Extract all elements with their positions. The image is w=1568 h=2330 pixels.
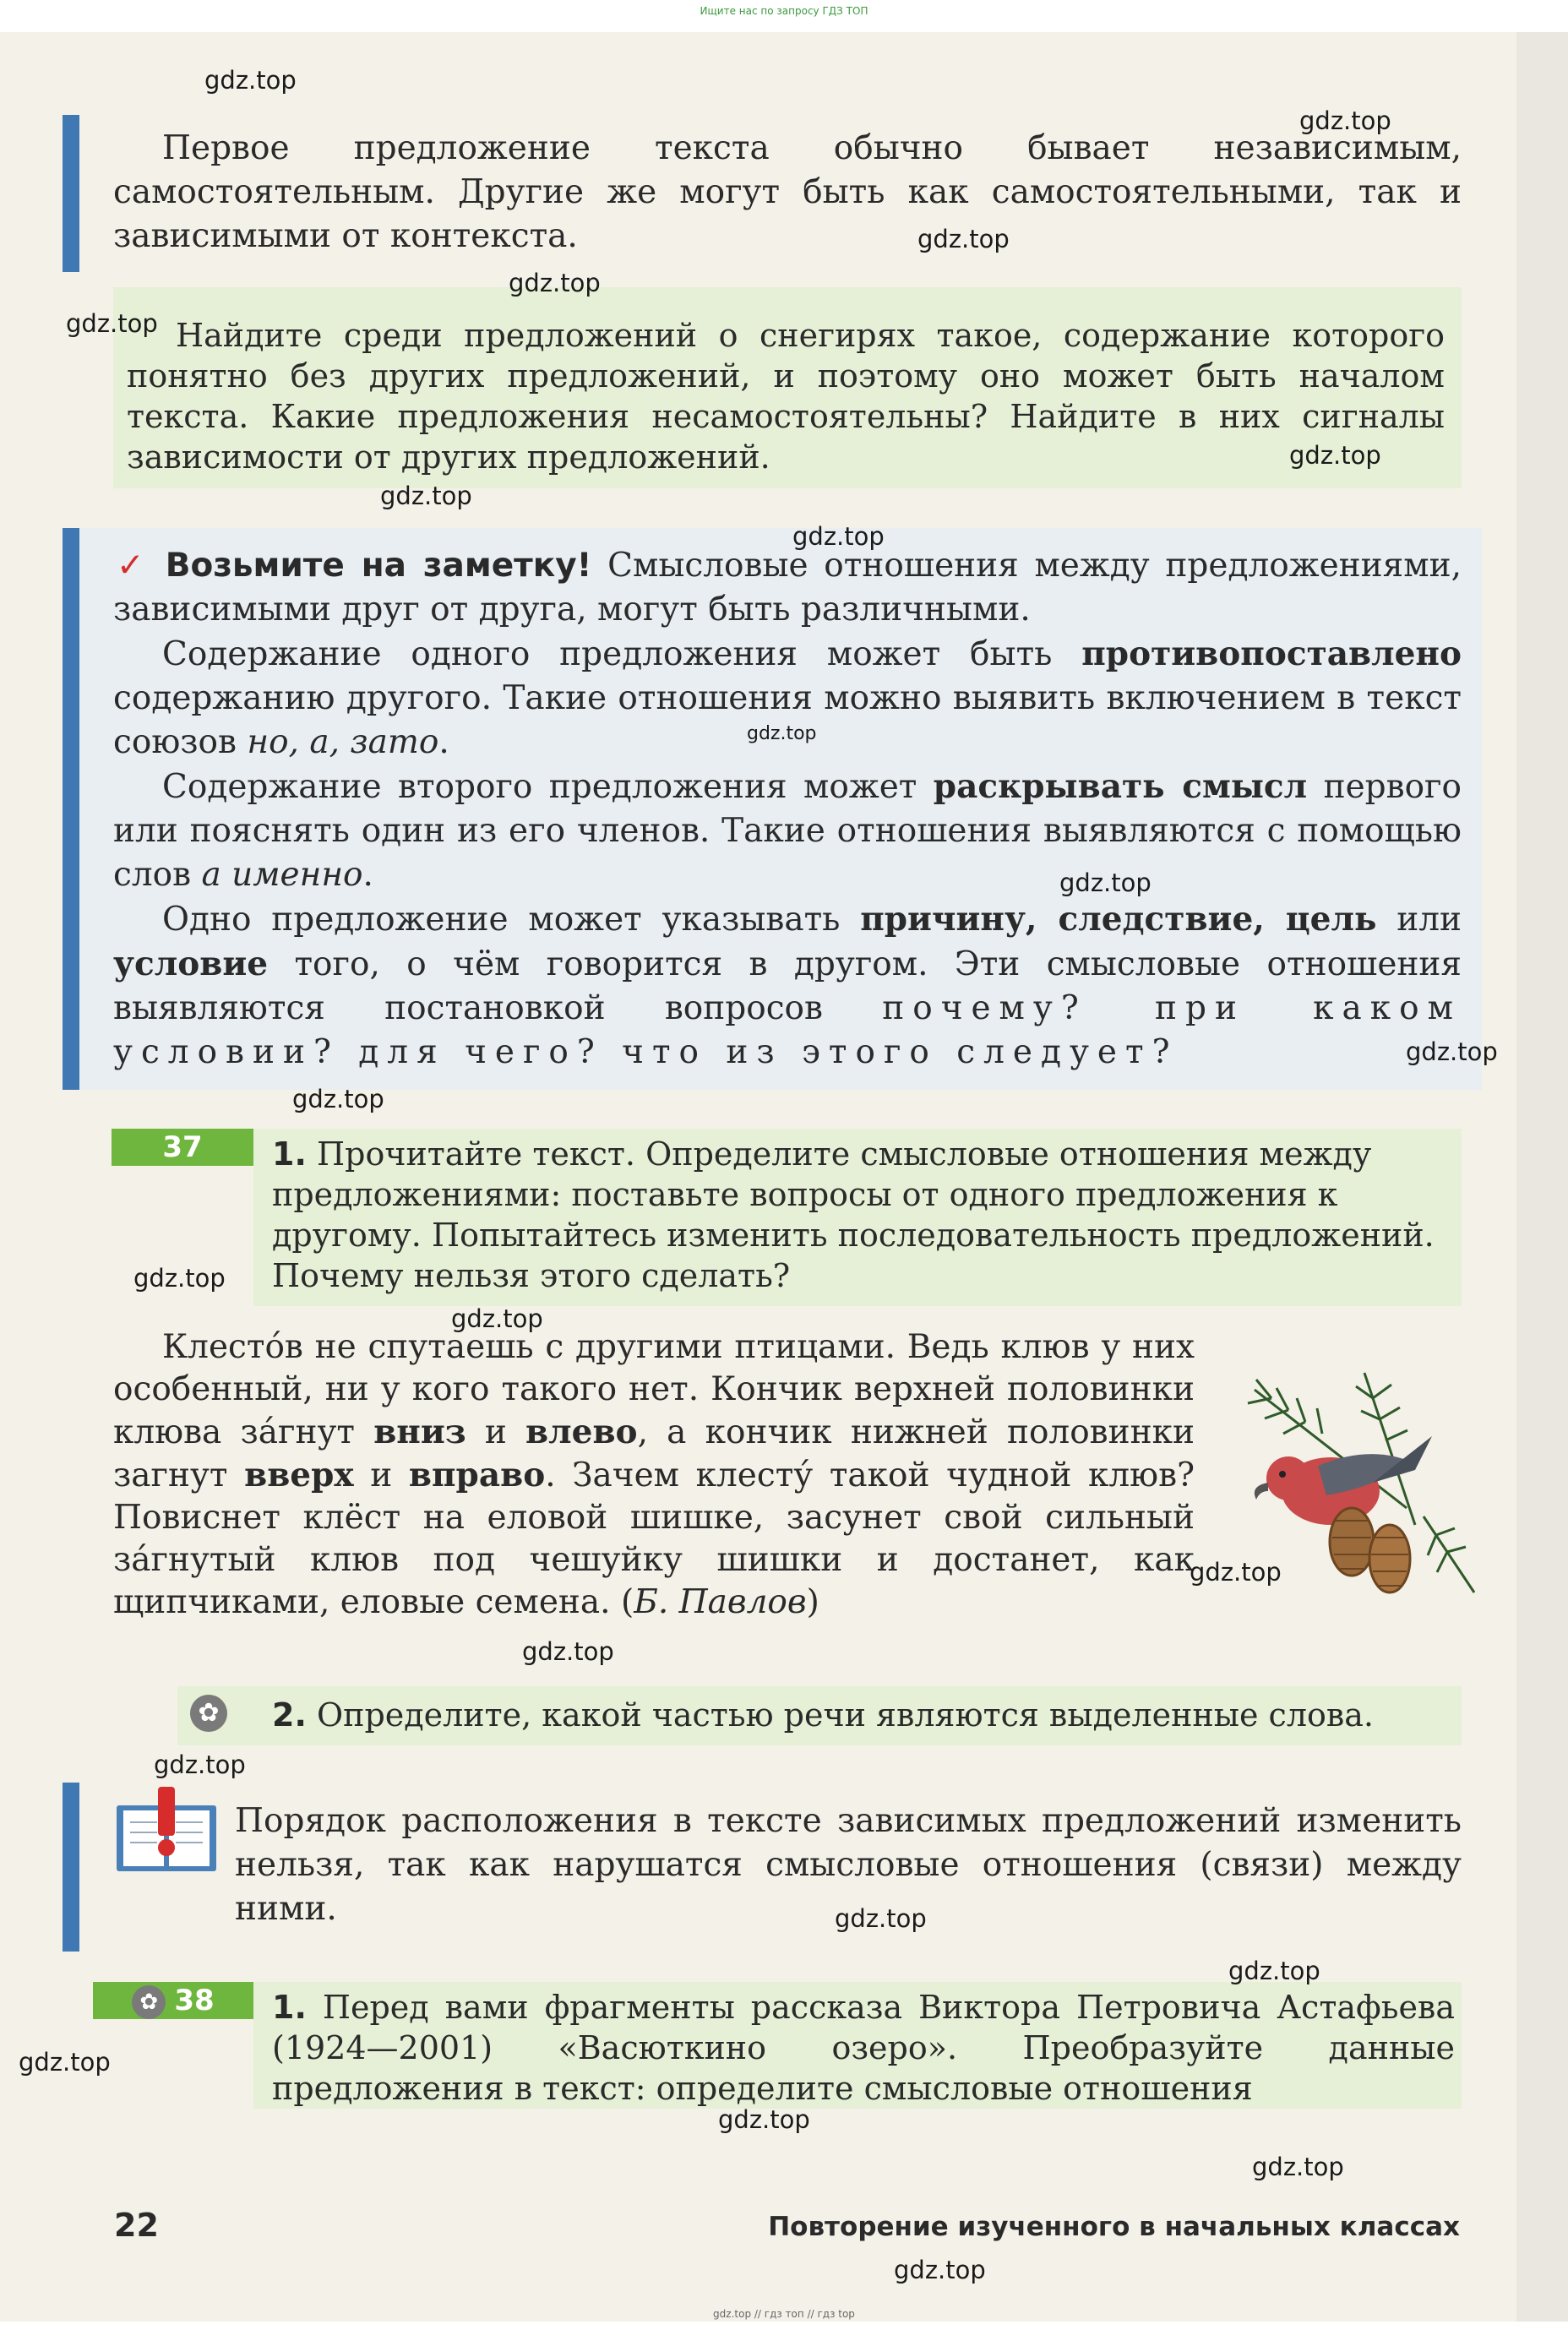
watermark: gdz.top xyxy=(718,2105,810,2134)
spruce-cone-icon xyxy=(1369,1525,1410,1592)
bird-head xyxy=(1266,1456,1310,1500)
watermark: gdz.top xyxy=(292,1085,384,1113)
watermark: gdz.top xyxy=(154,1750,246,1779)
watermark: gdz.top xyxy=(1406,1037,1498,1066)
section-title: Повторение изученного в начальных классах xyxy=(768,2212,1460,2242)
task-intro-text: Найдите среди предложений о снегирях такое, содержание которого понятно без других предложений, и поэтому оно может быть началом текста. Какие предложения несамостоятельны? Найдите в них сигналы зависимости от других предложений. xyxy=(127,317,1445,476)
exercise-37-task2 xyxy=(272,1695,1455,1735)
task-number: 1. xyxy=(272,1135,307,1173)
watermark: gdz.top xyxy=(792,522,885,551)
story-part: , а кончик нижней половинки загнут xyxy=(113,1413,1195,1494)
spruce-cone-icon xyxy=(1330,1508,1374,1576)
note-paragraph-2 xyxy=(113,632,1462,765)
note-p2-b: содержанию другого. Такие отношения можно выявить включением в текст союзов xyxy=(113,679,1462,761)
page-gutter xyxy=(1516,32,1568,2322)
watermark: gdz.top xyxy=(894,2256,986,2284)
note-p2-a: Содержание одного предложения может быть xyxy=(162,635,1082,673)
watermark: gdz.top xyxy=(835,1904,927,1933)
exercise-37-story xyxy=(113,1326,1195,1624)
footer-note: gdz.top // гдз топ // гдз top xyxy=(713,2308,855,2320)
task-number: 2. xyxy=(272,1696,307,1734)
bird-eye xyxy=(1279,1471,1286,1478)
exercise-37-task2-text: Определите, какой частью речи являются выделенные слова. xyxy=(316,1696,1374,1734)
exercise-38-number-text: 38 xyxy=(174,1984,215,2017)
watermark: gdz.top xyxy=(1059,868,1152,897)
watermark: gdz.top xyxy=(1228,1957,1320,1985)
exercise-37-task1-text: Прочитайте текст. Определите смысловые отношения между предложениями: поставьте вопросы от одного предложения к другому. Попытайтесь изменить последовательность предложений. Почему нельзя этого сделать? xyxy=(272,1135,1435,1294)
header-note: Ищите нас по запросу ГДЗ ТОП xyxy=(700,5,868,17)
note-p4-a: Одно предложение может указывать xyxy=(162,901,861,939)
exercise-38-task1-text: Перед вами фрагменты рассказа Виктора Петровича Астафьева (1924—2001) «Васюткино озеро». Преобразуйте данные предложения в текст: определите смысловые отношения xyxy=(272,1989,1455,2107)
watermark: gdz.top xyxy=(19,2048,111,2077)
watermark: gdz.top xyxy=(522,1637,614,1666)
note-paragraph-1 xyxy=(113,544,1462,632)
story-part: и xyxy=(466,1413,526,1451)
note-p4-bold1: причину, следствие, цель xyxy=(860,900,1377,939)
story-bold-word: влево xyxy=(525,1413,638,1451)
note-p4-b: или xyxy=(1376,901,1462,939)
rule-text: Порядок расположения в тексте зависимых предложений изменить нельзя, так как нарушатся смысловые отношения (связи) между ними. xyxy=(235,1802,1462,1928)
note-p2-end: . xyxy=(438,723,449,761)
rule-accent-bar xyxy=(63,1783,79,1952)
note-paragraph-3 xyxy=(113,765,1462,897)
flower-icon: ✿ xyxy=(190,1695,227,1732)
note-p3-a: Содержание второго предложения может xyxy=(162,768,934,806)
intro-paragraph: Первое предложение текста обычно бывает независимым, самостоятельным. Другие же могут быть как самостоятельными, так и зависимыми от контекста. xyxy=(113,129,1462,255)
note-p4-c: того, о чём говорится в другом. Эти смысловые отношения выявляются постановкой вопросов xyxy=(113,945,1462,1027)
watermark: gdz.top xyxy=(1289,441,1381,470)
exercise-number-38 xyxy=(93,1982,253,2019)
story-bold-word: вправо xyxy=(408,1456,546,1494)
note-heading: Возьмите на заметку! xyxy=(165,547,592,585)
task-number: 1. xyxy=(272,1989,307,2026)
watermark: gdz.top xyxy=(509,269,601,297)
story-part: Клесто́в не спутаешь с другими птицами. Ведь клюв у них особенный, ни у кого такого нет. Кончик верхней половинки клюва за́гнут xyxy=(113,1328,1195,1451)
note-p1-text: Смысловые отношения между предложениями, зависимыми друг от друга, могут быть различными. xyxy=(113,547,1462,629)
watermark: gdz.top xyxy=(1252,2153,1344,2181)
story-bold-word: вверх xyxy=(244,1456,354,1494)
note-p4-spaced: почему? при каком условии? для чего? что из этого следует? xyxy=(113,989,1462,1071)
page-number: 22 xyxy=(114,2207,159,2244)
story-author: Б. Павлов xyxy=(634,1583,807,1621)
note-p3-end: . xyxy=(362,856,373,894)
story-part: и xyxy=(353,1456,409,1494)
story-bold-word: вниз xyxy=(373,1413,466,1451)
story-part: . Зачем клесту́ такой чудной клюв? Повиснет клёст на еловой шишке, засунет свой сильный за́гнутый клюв под чешуйку шишки и достанет, как щипчиками, еловые семена. ( xyxy=(113,1456,1195,1621)
exercise-37-task1 xyxy=(272,1134,1455,1296)
note-p3-italic: а именно xyxy=(201,856,363,894)
note-block xyxy=(113,544,1462,1075)
rule-book-icon xyxy=(112,1787,221,1880)
story-part: ) xyxy=(806,1583,819,1621)
watermark: gdz.top xyxy=(1190,1558,1282,1587)
watermark: gdz.top xyxy=(204,66,297,95)
accent-bar xyxy=(63,115,79,272)
note-accent-bar xyxy=(63,528,79,1090)
exercise-38-task1 xyxy=(272,1987,1455,2109)
watermark: gdz.top xyxy=(133,1264,226,1293)
note-p2-bold: противопоставлено xyxy=(1081,634,1462,673)
note-p3-b: первого или пояснять один из его членов. Такие отношения выявляются с помощью слов xyxy=(113,768,1462,894)
watermark: gdz.top xyxy=(917,225,1010,253)
watermark: gdz.top xyxy=(66,309,158,338)
checkmark-icon: ✓ xyxy=(117,547,150,585)
watermark: gdz.top xyxy=(1299,106,1391,135)
flower-icon: ✿ xyxy=(132,1985,166,2019)
bird-beak xyxy=(1255,1483,1268,1500)
watermark: gdz.top xyxy=(451,1304,543,1333)
note-p3-bold: раскрывать смысл xyxy=(933,767,1308,806)
note-p4-bold2: условие xyxy=(113,945,269,983)
note-p2-italic: но, а, зато xyxy=(247,723,439,761)
watermark: gdz.top xyxy=(380,482,472,510)
exercise-number-37: 37 xyxy=(112,1129,253,1166)
watermark: gdz.top xyxy=(747,723,817,744)
note-paragraph-4 xyxy=(113,897,1462,1075)
